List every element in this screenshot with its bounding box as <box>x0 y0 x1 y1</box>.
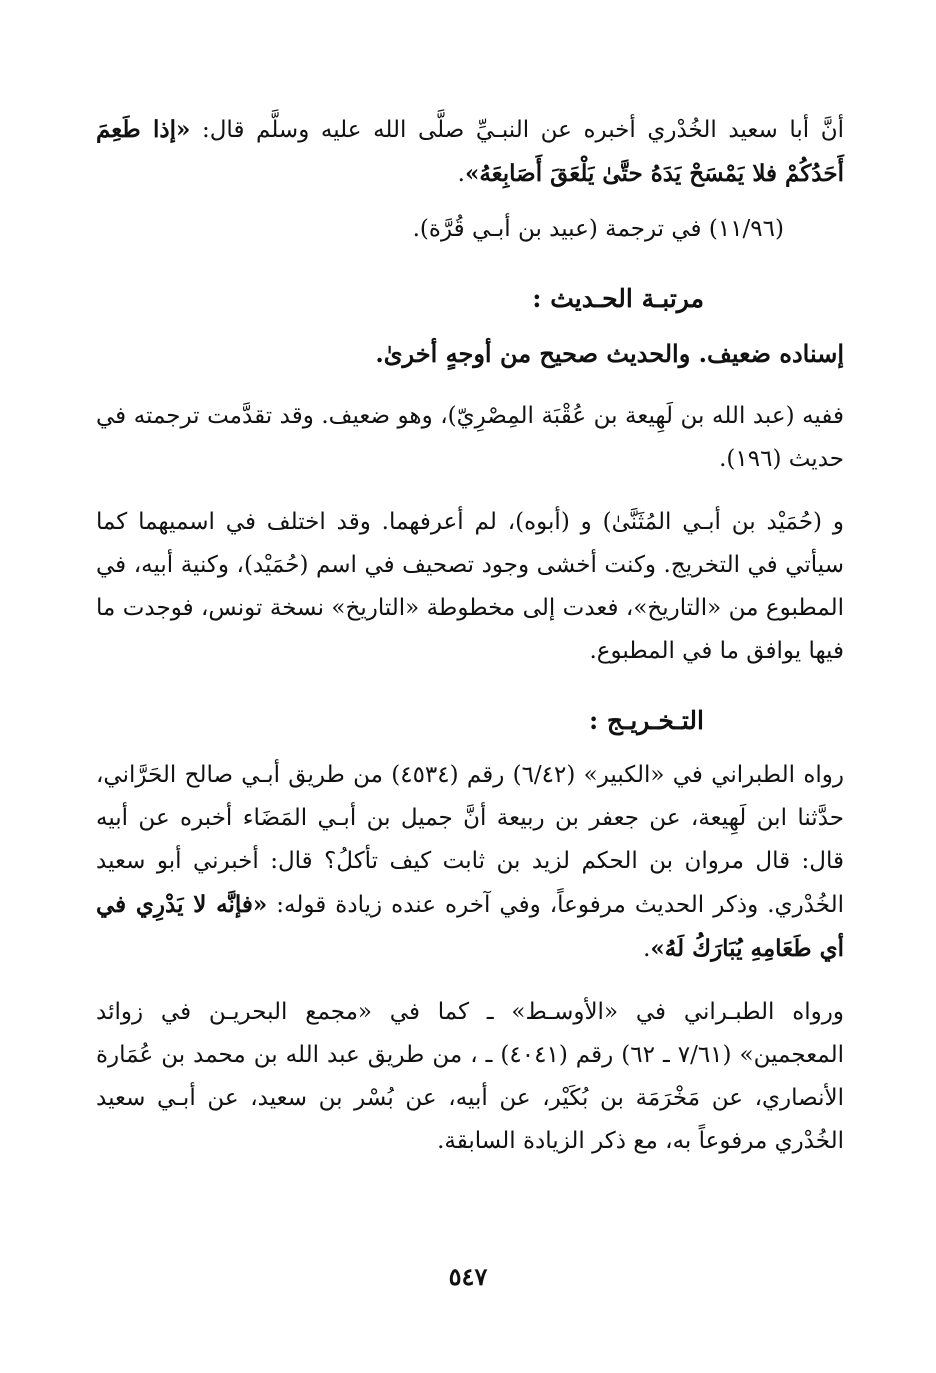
paragraph-narrator-1: ففيه (عبد الله بن لَهِيعة بن عُقْبَة المِصْرِيّ)، وهو ضعيف. وقد تقدَّمت ترجمته في حديث (١٩٦). <box>96 403 844 472</box>
section-heading-takhrij: التـخـريـج : <box>588 706 704 735</box>
takhrij-1-text: رواه الطبراني في «الكبير» (٦/٤٢) رقم (٤٥٣٤) من طريق أبـي صالح الحَرَّاني، حدَّثنا ابن لَهِيعة، عن جعفر بن ربيعة أنَّ جميل بن أبـي المَضَاء أخبره عن أبيه قال: قال مروان بن الحكم لزيد بن ثابت كيف تأكلُ؟ قال: أخبرني أبو سعيد الخُدْري. وذكر الحديث مرفوعاً، وفي آخره عنده زيادة قوله: <box>96 762 844 918</box>
takhrij-1-end: . <box>643 936 651 962</box>
paragraph-takhrij-1 <box>96 754 844 971</box>
paragraph-narrator-2: و (حُمَيْد بن أبـي المُثَنَّىٰ) و (أبوه)، لم أعرفهما. وقد اختلف في اسميهما كما سيأتي في التخريج. وكنت أخشى وجود تصحيف في اسم (حُمَيْد)، وكنية أبيه، في المطبوع من «التاريخ»، فعدت إلى مخطوطة «التاريخ» نسخة تونس، فوجدت ما فيها يوافق ما في المطبوع. <box>96 509 844 664</box>
section-heading-rank: مرتبـة الحـديث : <box>532 284 704 313</box>
hadith-intro: أنَّ أبا سعيد الخُدْري أخبره عن النبـيِّ صلَّى الله عليه وسلَّم قال: <box>190 117 844 143</box>
page-number: ٥٤٧ <box>448 1262 488 1291</box>
reference-line: (١١/٩٦) في ترجمة (عبيد بن أبـي قُرَّة). <box>412 216 784 242</box>
hadith-quote: «إذا طَعِمَ أَحَدُكُمْ فلا يَمْسَحْ يَدَهُ حتَّىٰ يَلْعَقَ أَصَابِعَهُ» <box>96 116 844 187</box>
paragraph-takhrij-2: ورواه الطبـراني في «الأوسـط» ـ كما في «مجمع البحريـن في زوائد المعجمين» (٧/٦١ ـ ٦٢) رقم (٤٠٤١) ـ ، من طريق عبد الله بن محمد بن عُمَارة الأنصاري، عن مَخْرَمَة بن بُكَيْر، عن أبيه، عن بُسْر بن سعيد، عن أبـي سعيد الخُدْري مرفوعاً به، مع ذكر الزيادة السابقة. <box>96 999 844 1154</box>
paragraph-hadith-text <box>96 108 844 196</box>
hadith-end: . <box>457 161 465 187</box>
rank-verdict: إسناده ضعيف. والحديث صحيح من أوجهٍ أخرىٰ. <box>375 339 844 368</box>
page-body <box>96 108 844 1163</box>
takhrij-1-quote: «فإنَّه لا يَدْرِي في أي طَعَامِهِ يُبَارَكُ لَهُ» <box>96 891 844 962</box>
